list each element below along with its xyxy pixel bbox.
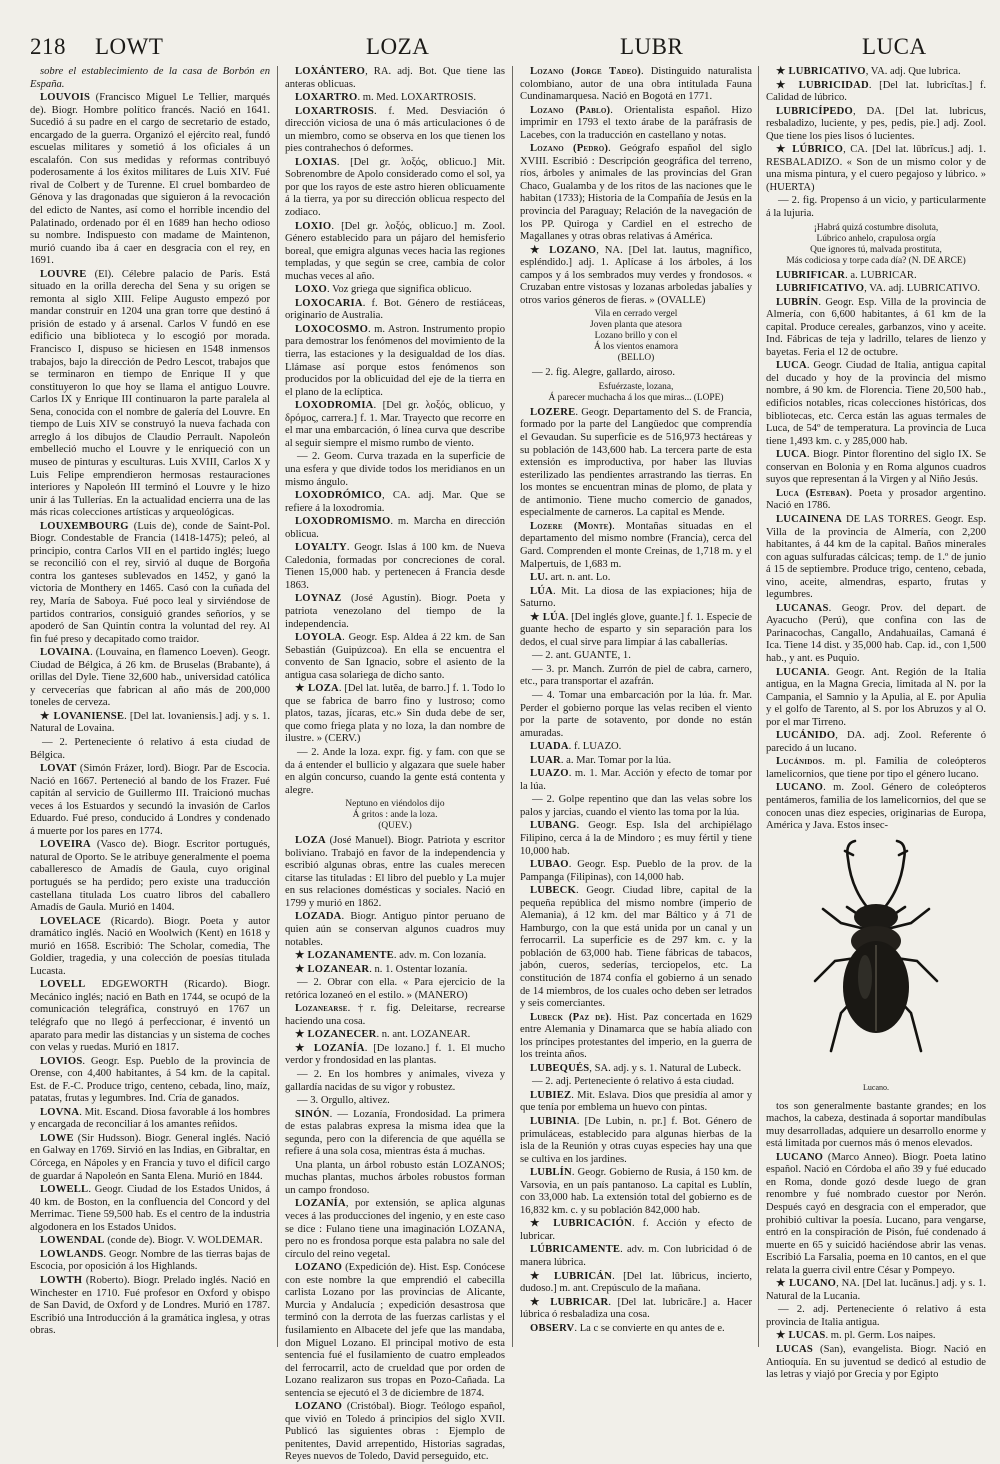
headword: LOWENDAL bbox=[40, 1235, 105, 1247]
dictionary-entry: LOXOCOSMO. m. Astron. Instrumento propio para demostrar los fenómenos del movimiento de la tierra, las estaciones y la desigualdad de los días. Llámase así porque estos fenómenos son producidos por la oblicuidad del eje de la tierra en el plano de la eclíptica. bbox=[285, 323, 505, 398]
dictionary-entry: LÚBRICAMENTE. adv. m. Con lubricidad ó de manera lúbrica. bbox=[520, 1244, 752, 1269]
dictionary-entry: — 2. adj. Perteneciente ó relativo á esta provincia de Italia antigua. bbox=[766, 1304, 986, 1328]
dictionary-entry: LUBECK. Geogr. Ciudad libre, capital de la pequeña república del mismo nombre (imperio de Alemania), á 12 km. del mar Báltico y á 71 de Hamburgo, con la que está unida por un canal y un ferrocarril. La superficie es de 297 km. c. y la población de 63,000 hab. Tiene fábricas de tabacos, jabón, cueros, sederías, terciopelos, etc. La constitución de 1874 confía el gobierno á un senado de 14 miembros, de los cuales ocho deben ser letrados y seis comerciantes. bbox=[520, 885, 752, 1010]
quoted-verse: Neptuno en viéndolos dijo Á gritos : ande la loza. (QUEV.) bbox=[345, 799, 445, 832]
headword: LOZANÍA bbox=[295, 1198, 346, 1210]
headword: LOUXEMBOURG bbox=[40, 520, 129, 532]
dictionary-entry: Una planta, un árbol robusto están LOZANOS; muchas plantas, muchos árboles robustos forman un campo frondoso. bbox=[285, 1159, 505, 1196]
dictionary-entry: — 2. Ande la loza. expr. fig. y fam. con que se da á entender el bullicio y algazara que suele haber en algún concurso, cuando la gente está contenta y alegre. bbox=[285, 746, 505, 796]
dictionary-entry: LOXO. Voz griega que significa oblicuo. bbox=[295, 284, 472, 296]
headword: LOXIO bbox=[295, 220, 332, 232]
dictionary-entry: LOZA (José Manuel). Biogr. Patriota y escritor boliviano. Trabajó en favor de la independencia y escribió algunas obras, entre las cuales merecen citarse las tituladas : El libro del pueblo y La mujer en sus relaciones domésticas y sociales. Nació en 1799 y murió en 1862. bbox=[285, 835, 505, 909]
dictionary-entry: ★ LUBRICÁN. [Del lat. lūbricus, incierto, dudoso.] m. ant. Crepúsculo de la mañana. bbox=[520, 1270, 752, 1295]
dictionary-entry: — 2. fig. Alegre, gallardo, airoso. bbox=[532, 367, 675, 379]
headword: LOXARTRO bbox=[295, 92, 358, 104]
dictionary-entry: LUBAO. Geogr. Esp. Pueblo de la prov. de la Pampanga (Filipinas), con 14,000 hab. bbox=[520, 859, 752, 883]
headword: ★ LUBRICACIÓN bbox=[530, 1218, 632, 1230]
headword: LOVAINA bbox=[40, 647, 91, 659]
headword: LUBRÍN bbox=[776, 296, 819, 308]
dictionary-entry: LOXODRÓMICO, CA. adj. Mar. Que se refiere á la loxodromia. bbox=[285, 490, 505, 514]
dictionary-entry: LUBRIFICAR. a. LUBRICAR. bbox=[776, 269, 917, 281]
dictionary-entry: LUCANAS. Geogr. Prov. del depart. de Ayacucho (Perú), que confina con las de Parinacochas, Cangallo, Andahuailas, Camaná é Ica. Tiene 14 dist. y 35,000 hab. Cap. id., con 1,500 hab., y ant. es Puquio. bbox=[766, 602, 986, 664]
headword: LOWLANDS bbox=[40, 1248, 104, 1260]
headword: ★ LOZA bbox=[295, 683, 339, 695]
headword: LOVELL bbox=[40, 979, 86, 991]
dictionary-entry: ★ LÚBRICO, CA. [Del lat. lūbrĭcus.] adj. 1. RESBALADIZO. « Son de un mismo color y de una misma pintura, y el cuero pegajoso y lúbrico. » (HUERTA) bbox=[766, 144, 986, 193]
guide-word-4: LUCA bbox=[862, 34, 927, 59]
dictionary-entry: LOYALTY. Geogr. Islas á 100 km. de Nueva Caledonia, formadas por concreciones de coral. Tienen 15,000 hab. y pertenecen á Francia desde 1863. bbox=[285, 542, 505, 591]
column-3 bbox=[520, 66, 752, 1347]
headword: LUBAO bbox=[530, 859, 569, 871]
headword: LUBRIFICATIVO bbox=[776, 283, 865, 295]
dictionary-entry: Lucánidos. m. pl. Familia de coleópteros lamelicornios, que tiene por tipo el género lucano. bbox=[766, 756, 986, 780]
dictionary-entry: LOXIO. [Del gr. λοξός, oblicuo.] m. Zool. Género establecido para un pájaro del hemisferio boreal, que emigra algunas veces hacia las regiones templadas, y que según se cree, cambia de color muchas veces al año. bbox=[285, 220, 505, 282]
headword: LOVEIRA bbox=[40, 839, 91, 851]
headword: LUBRIFICAR bbox=[776, 269, 846, 281]
headword: LOZADA bbox=[295, 911, 342, 923]
dictionary-entry: LOYNAZ (José Agustín). Biogr. Poeta y patriota venezolano del tiempo de la independencia. bbox=[285, 593, 505, 630]
dictionary-entry: LOVAINA. (Louvaina, en flamenco Loeven). Geogr. Ciudad de Bélgica, á 26 km. de Bruselas (Brabante), á orillas del Dyle. Tiene 32,600 hab., universidad católica y cervecerías que fabrican al año más de 200,000 toneles de cerveza. bbox=[30, 647, 270, 709]
dictionary-entry: LÚA. Mit. La diosa de las expiaciones; hija de Saturno. bbox=[520, 585, 752, 610]
dictionary-entry: — 2. ant. GUANTE, 1. bbox=[532, 650, 631, 662]
headword: LOYNAZ bbox=[295, 593, 342, 605]
illustration-caption: Lucano. bbox=[863, 1083, 889, 1093]
headword: LUCA bbox=[776, 449, 807, 461]
dictionary-entry: — 3. Orgullo, altivez. bbox=[297, 1095, 390, 1107]
quoted-verse: Esfuérzaste, lozana, Á parecer muchacha á los que miras... (LOPE) bbox=[548, 381, 724, 403]
column-rule-2 bbox=[512, 66, 513, 1347]
headword: LOUVRE bbox=[40, 268, 87, 280]
headword: Lucánidos bbox=[776, 756, 823, 768]
dictionary-entry: LOXOCARIA. f. Bot. Género de restiáceas, originario de Australia. bbox=[285, 297, 505, 322]
headword: LUBECK bbox=[530, 885, 576, 897]
dictionary-entry: Luca (Esteban). Poeta y prosador argentino. Nació en 1786. bbox=[766, 487, 986, 512]
stag-beetle-icon bbox=[801, 837, 951, 1069]
headword: LOZANO bbox=[295, 1262, 343, 1274]
dictionary-entry: LOZANÍA, por extensión, se aplica algunas veces á las producciones del ingenio, y en este caso se dice : Fulano tiene una imaginación LOZANA, pero no es frondosa porque esta palabra no sale del círculo del reino vegetal. bbox=[285, 1198, 505, 1260]
dictionary-entry: ★ LOZANECER. n. ant. LOZANEAR. bbox=[295, 1029, 471, 1041]
dictionary-entry: — 3. pr. Manch. Zurrón de piel de cabra, carnero, etc., para transportar el azafrán. bbox=[520, 663, 752, 688]
headword: LÚA bbox=[530, 585, 553, 597]
dictionary-entry: LOWENDAL (conde de). Biogr. V. WOLDEMAR. bbox=[40, 1235, 263, 1247]
dictionary-entry: LUCA. Biogr. Pintor florentino del siglo IX. Se conservan en Bolonia y en Roma algunos cuadros suyos que representan á la Virgen y al Niño Jesús. bbox=[766, 449, 986, 486]
dictionary-entry: ★ LUBRICAR. [Del lat. lubricāre.] a. Hacer lúbrica ó resbaladiza una cosa. bbox=[520, 1296, 753, 1321]
headword: ★ LOZANEAR bbox=[295, 963, 370, 975]
guide-word-2: LOZA bbox=[366, 34, 430, 59]
dictionary-entry: ★ LOZA. [Del lat. lutĕa, de barro.] f. 1. Todo lo que se fabrica de barro fino y lustroso; como platos, tazas, jícaras, etc.» Sin duda debe de ser, que como friega plata y no loza, la dan nombre de ilustre. » (CERV.) bbox=[285, 683, 505, 745]
headword: Lozano (Jorge Tadeo) bbox=[530, 66, 641, 77]
headword: LUBRICÍPEDO bbox=[776, 105, 853, 117]
headword: LOXIAS bbox=[295, 156, 337, 168]
dictionary-entry: — 2. Obrar con ella. « Para ejercicio de la retórica lozaneó en el estilo. » (MANERO) bbox=[285, 977, 505, 1001]
dictionary-entry: LUCAINENA DE LAS TORRES. Geogr. Esp. Villa de la provincia de Almería, con 2,200 habitantes, á 44 km de la capital. Baños minerales con aguas sulfuradas cálcicas; temp. de 1.º de junio á 15 de septiembre. Produce trigo, centeno, cebada, vino, aceite, almendras, esparto, frutas y legumbres. bbox=[766, 513, 986, 601]
headword: LOXÁNTERO bbox=[295, 66, 366, 77]
headword: ★ LOZANECER bbox=[295, 1029, 377, 1041]
headword: LÚBRICAMENTE bbox=[530, 1244, 621, 1256]
dictionary-entry: Lozano (Pablo). Orientalista español. Hizo imprimir en 1793 el texto árabe de la paráfrasis de Lacebes, con la traducción en castellano y notas. bbox=[520, 104, 752, 141]
dictionary-entry: LOXODROMISMO. m. Marcha en dirección oblicua. bbox=[285, 516, 505, 540]
dictionary-entry: — 2. fig. Propenso á un vicio, y particularmente á la lujuria. bbox=[766, 195, 986, 220]
headword: SINÓN bbox=[295, 1108, 330, 1120]
dictionary-entry: LOVEIRA (Vasco de). Biogr. Escritor portugués, natural de Oporto. Se le atribuye generalmente el poema caballeresco de Amadís de Gaula, cuyo original portugués se ha perdido; pero existe una traducción castellana titulada Los cuatro libros del caballero Amadís de Gaula. Murió en 1404. bbox=[30, 839, 270, 914]
dictionary-entry: ★ LOVANIENSE. [Del lat. lovaniensis.] adj. y s. 1. Natural de Lovaina. bbox=[30, 710, 270, 735]
dictionary-entry: LUCA. Geogr. Ciudad de Italia, antigua capital del ducado y hoy de la provincia del mismo nombre, á 90 km. de Florencia. Tiene 20,500 hab., edificios notables, ricas colecciones históricas, dos bibliotecas, etc. Cerca están las aguas termales de Luca, de 54º de temperatura. La provincia de Luca tiene 1,493 km. c. y 285,000 hab. bbox=[766, 360, 986, 447]
headword: ★ LOVANIENSE bbox=[40, 710, 125, 722]
dictionary-entry: LOYOLA. Geogr. Esp. Aldea á 22 km. de San Sebastián (Guipúzcoa). En ella se encuentra el convento de San Ignacio, sobre el asiento de la antigua casa solariega de dicho santo. bbox=[285, 632, 505, 681]
headword: ★ LUBRICAR bbox=[530, 1296, 609, 1308]
headword: LOXARTROSIS bbox=[295, 105, 374, 117]
headword: ★ LÚA bbox=[530, 611, 566, 623]
headword: LOVIOS bbox=[40, 1055, 83, 1067]
page-header bbox=[22, 34, 986, 62]
headword: LOWE bbox=[40, 1132, 74, 1144]
headword: ★ LUBRICATIVO bbox=[776, 66, 866, 77]
dictionary-entry: Lubeck (Paz de). Hist. Paz concertada en 1629 entre Alemania y Dinamarca que se había aliado con los príncipes protestantes del imperio, en la guerra de los treinta años. bbox=[520, 1011, 752, 1061]
dictionary-entry: SINÓN. — Lozanía, Frondosidad. La primera de estas palabras expresa la misma idea que la segunda, pero con la diferencia de que aquélla se refiere á una sola cosa, mientras ésta á muchas. bbox=[285, 1108, 505, 1158]
quoted-verse: ¡Habrá quizá costumbre disoluta, Lúbrico anhelo, crapulosa orgía Que ignores tú, malvada prostituta, Más codiciosa y torpe cada día? (N. DE ARCE) bbox=[786, 222, 966, 266]
column-1 bbox=[30, 66, 270, 1347]
dictionary-entry: LOVIOS. Geogr. Esp. Pueblo de la provincia de Orense, con 4,400 habitantes, á 54 km. de la capital. Est. de F.-C. Produce trigo, centeno, cebada, lino, maíz, patatas, frutas y legumbres. Ind. Cría de ganados. bbox=[30, 1055, 270, 1105]
dictionary-entry: LOVNA. Mit. Escand. Diosa favorable á los hombres y encargada de reconciliar á los amantes reñidos. bbox=[30, 1106, 270, 1131]
headword: LOYALTY bbox=[295, 542, 347, 554]
headword: LUBLÍN bbox=[530, 1167, 572, 1179]
dictionary-entry: LUCANO. m. Zool. Género de coleópteros pentámeros, familia de los lamelicornios, del que se conocen unas diez especies, originarias de Europa, América y Java. Estos insec- bbox=[766, 782, 986, 832]
headword: Lozere (Monte) bbox=[530, 520, 613, 532]
headword: LUADA bbox=[530, 741, 569, 753]
dictionary-entry: LUCANO (Marco Anneo). Biogr. Poeta latino español. Nació en Córdoba el año 39 y fué educado en Roma, donde gozó desde luego de gran renombre y fué nombrado cuestor por Nerón. Después cayó en desgracia con el emperador, que prohibió cultivar la poesía. Lucano, para vengarse, entró en la conspiración de Pisón, fué condenado á muerte en 65 y suicidó haciéndose abrir las venas. Escribió La Farsalia, poema en 10 cantos, en el que relata la guerra civil entre César y Pompeyo. bbox=[766, 1151, 986, 1276]
dictionary-entry: LOXARTRO. m. Med. LOXARTROSIS. bbox=[295, 92, 477, 104]
headword: LOVELACE bbox=[40, 915, 102, 927]
dictionary-entry: LUCANIA. Geogr. Ant. Región de la Italia antigua, en la Magna Grecia, limitada al N. por la Campania, el Samnio y la Apulia, al E. por Apulia y el golfo de Tarento, al S. por los Abruzos y al O. por el mar Tirreno. bbox=[766, 666, 986, 728]
dictionary-entry: — 2. Golpe repentino que dan las velas sobre los palos y jarcias, cuando el viento las toma por la lúa. bbox=[520, 794, 752, 818]
dictionary-entry: LOUVOIS (Francisco Miguel Le Tellier, marqués de). Biogr. Hombre político francés. Nació en 1641. Sucedió á su padre en el cargo de secretario de estado, encargado de la guerra. Organizó el ejército real, fundó escuelas militares y sometió á los oficiales á un escalafón. Con sus medidas y reformas contribuyó poderosamente á los éxitos militares de Luis XIV. Fué rival de Colbert y de Turenne. El cruel bombardeo de Génova y las dragonadas que siguieron á la revocación del edicto de Nantes, así como el horrible incendio del Palatinado, ordenado por él en 1689 han hecho odioso su nombre. Indispuesto con madame de Maintenon, murió cuando iba á caer en desgracia con el rey, en 1691. bbox=[30, 92, 270, 267]
guide-word-1: LOWT bbox=[95, 34, 164, 59]
dictionary-entry: OBSERV. La c se convierte en qu antes de e. bbox=[530, 1322, 725, 1334]
dictionary-entry: tos son generalmente bastante grandes; en los machos, la cabeza, destinada á soportar mandíbulas muy desarrolladas, adquiere un desarrollo enorme y está limitada por cuernos más ó menos elevados. bbox=[766, 1100, 986, 1150]
dictionary-entry: LUAR. a. Mar. Tomar por la lúa. bbox=[530, 754, 672, 766]
headword: LUAZO bbox=[530, 768, 569, 780]
dictionary-entry: Lozere (Monte). Montañas situadas en el departamento del mismo nombre (Francia), cerca del Gard. Comprenden el monte Creinas, de 1,718 m. y el Malpertuis, de 1,683 m. bbox=[520, 520, 752, 570]
headword: LOXOCOSMO bbox=[295, 323, 369, 335]
headword: ★ LOZANAMENTE bbox=[295, 950, 394, 962]
dictionary-entry: LOVELACE (Ricardo). Biogr. Poeta y autor dramático inglés. Nació en Woolwich (Kent) en 1618 y murió en 1658. Escribió: The Scholar, comedia, The Goldier, tragedia, y una colección de poesías titulada Lucasta. bbox=[30, 915, 270, 977]
headword: LUCANO bbox=[776, 1151, 824, 1163]
headword: ★ LUCAS bbox=[776, 1330, 826, 1342]
dictionary-entry: LOUVRE (El). Célebre palacio de París. Está situado en la orilla derecha del Sena y su origen se remonta al siglo XIII. Felipe Augusto empezó por mandar construir en 1204 una gran torre que destinó á prisión de estado y á arsenal. Carlos V fundó en ese edificio una biblioteca y lo escogió por morada. Francisco I, dispuso se hiciesen en 1548 inmensos trabajos, bajo la dirección de Pedro Lescot, trabajos que se terminaron en tiempo de Enrique II y que constituyeron lo que hoy se llama el antiguo Louvre. Carlos IX y Enrique III continuaron la parte paralela al Sena, conocida con el nombre de galería del Louvre. En tiempo de Luis XIV se construyó la nueva fachada con arreglo á los dibujos de Claudio Perrault. Napoleón embelleció mucho el Louvre y le enriqueció con un museo de pinturas y esculturas. Luis XVIII, Carlos X y Luis Felipe emprendieron hermosas restauraciones interiores y Napoleón III terminó el Louvre y le hizo unir á las Tullerías. En la actualidad encierra una de las más ricas colecciones artísticas y arqueológicas. bbox=[30, 268, 270, 519]
headword: LOZA bbox=[295, 835, 326, 847]
headword: ★ LÚBRICO bbox=[776, 144, 844, 156]
dictionary-entry: LOUXEMBOURG (Luis de), conde de Saint-Pol. Biogr. Condestable de Francia (1418-1475); peleó, al principio, contra Carlos VII en el partido inglés; luego se reconcilió con el rey, sirvió al duque de Borgoña contra los ganteses sublevados en 1452, y ganó la victoria de Monthery en 1465. Casó con la cuñada del rey, María de Saboya. Fué poco leal y sirviéndose de partidos contrarios, consiguió grandes señoríos, y se apoderó de San Quintín contra la voluntad del rey. Al fin fué preso y decapitado como traidor. bbox=[30, 520, 270, 645]
headword: OBSERV bbox=[530, 1322, 575, 1334]
dictionary-entry: sobre el establecimiento de la casa de Borbón en España. bbox=[30, 66, 270, 90]
headword: Lubeck (Paz de) bbox=[530, 1011, 610, 1023]
headword: LUCAS bbox=[776, 1344, 813, 1356]
dictionary-entry: — 2. En los hombres y animales, viveza y gallardía nacidas de su vigor y robustez. bbox=[285, 1069, 505, 1093]
dictionary-entry: LOWE (Sir Hudsson). Biogr. General inglés. Nació en Galway en 1769. Sirvió en las Indias, en Gibraltar, en Córcega, en Nápoles y en Francia y tuvo el difícil cargo de guardar á Napoleón en Santa Elena. Murió en 1844. bbox=[30, 1132, 270, 1182]
headword: LUAR bbox=[530, 754, 561, 766]
column-2 bbox=[285, 66, 505, 1463]
headword: Luca (Esteban) bbox=[776, 487, 850, 499]
page-number: 218 bbox=[30, 34, 66, 59]
dictionary-entry: ★ LUCAS. m. pl. Germ. Los naipes. bbox=[776, 1330, 936, 1342]
headword: LOXO bbox=[295, 284, 327, 296]
headword: LUCA bbox=[776, 360, 807, 372]
headword: ★ LUCANO bbox=[776, 1278, 837, 1290]
dictionary-entry: LOXODROMIA. [Del gr. λοξός, oblicuo, y δρόμος, carrera.] f. 1. Mar. Trayecto que recorre en el mar una embarcación, ó línea curva que describe al seguir siempre el mismo rumbo de viento. bbox=[285, 400, 505, 449]
headword: LUCAINENA bbox=[776, 513, 842, 525]
headword: ★ LUBRICÁN bbox=[530, 1270, 613, 1282]
dictionary-entry: LUBIEZ. Mit. Eslava. Dios que presidía al amor y que tenía por emblema un huevo con pintas. bbox=[520, 1089, 752, 1114]
headword: LUCANO bbox=[776, 782, 824, 794]
headword: LUCANAS bbox=[776, 602, 829, 614]
dictionary-entry: Lozanearse.†r. fig. Deleitarse, recrearse haciendo una cosa. bbox=[285, 1003, 505, 1027]
headword: LOYOLA bbox=[295, 632, 343, 644]
headword: LOVNA bbox=[40, 1106, 80, 1118]
dictionary-entry: LOXIAS. [Del gr. λοξός, oblicuo.] Mit. Sobrenombre de Apolo considerado como el sol, ya por que los rayos de este astro hieren oblicuamente á la tierra, ya por su dirección oblicua respecto del zodiaco. bbox=[285, 156, 505, 219]
dictionary-entry: LOVAT (Simón Frázer, lord). Biogr. Par de Escocia. Nació en 1667. Perteneció al bando de los Frazer. Fué capitán al servicio de Guillermo III. Traicionó muchas veces á los Estuardos y secundó la invasión de Carlos Eduardo. Fué preso, conducido á Londres y condenado á muerte por los pares en 1774. bbox=[30, 763, 270, 837]
dictionary-entry: LUADA. f. LUAZO. bbox=[530, 741, 622, 753]
column-rule-3 bbox=[758, 66, 759, 1347]
dictionary-entry: LUBANG. Geogr. Esp. Isla del archipiélago Filipino, cerca á la de Mindoro ; es muy fértil y tiene 10,000 hab. bbox=[520, 820, 752, 857]
dictionary-entry: LOXÁNTERO, RA. adj. Bot. Que tiene las anteras oblicuas. bbox=[285, 66, 505, 90]
dictionary-entry: ★ LOZANAMENTE. adv. m. Con lozanía. bbox=[295, 950, 487, 962]
dictionary-entry: ★ LOZANEAR. n. 1. Ostentar lozanía. bbox=[295, 963, 468, 975]
guide-word-3: LUBR bbox=[620, 34, 684, 59]
dictionary-entry: ★ LUCANO, NA. [Del lat. lucānus.] adj. y s. 1. Natural de la Lucania. bbox=[766, 1278, 986, 1302]
dictionary-entry: LUCAS (San), evangelista. Biogr. Nació en Antioquía. En su juventud se dedicó al estudio de las letras y viajó por Grecia y por Egipto bbox=[766, 1344, 986, 1381]
headword: LOWTH bbox=[40, 1274, 83, 1286]
dictionary-entry: LOWTH (Roberto). Biogr. Prelado inglés. Nació en Winchester en 1710. Fué profesor en Oxford y obispo de San David, de Oxford y de Londres. Murió en 1787. Escribió una Introducción á la gramática inglesa, y otras obras. bbox=[30, 1274, 270, 1337]
headword: LUBIEZ bbox=[530, 1089, 572, 1101]
dictionary-entry: — 2. Geom. Curva trazada en la superficie de una esfera y que divide todos los meridianos en un mismo ángulo. bbox=[285, 451, 505, 488]
headword: LOZANO bbox=[295, 1401, 343, 1413]
headword: LU. bbox=[530, 572, 548, 584]
dictionary-entry: ★ LUBRICATIVO, VA. adj. Que lubrica. bbox=[776, 66, 961, 77]
dictionary-entry: LOZANO (Expedición de). Hist. Esp. Conócese con este nombre la que emprendió el cabecilla carlista Lozano por las provincias de Alicante, Murcia y Andalucía ; expedición desastrosa que terminó con la derrota de las fuerzas carlistas y el fusilamiento en Albacete del jefe que las mandaba, don Miguel Lozano. El principal motivo de esta sentencia fué el fusilamiento de cuatro empleados del ferrocarril, acto de crueldad que por orden de Lozano realizaron sus tropas en Pozo-Cañada. La sentencia se ejecutó el 3 de diciembre de 1874. bbox=[285, 1262, 505, 1399]
headword: LUCÁNIDO bbox=[776, 730, 836, 742]
dictionary-entry: LOVELL EDGEWORTH (Ricardo). Biogr. Mecánico inglés; nació en Bath en 1744, se ocupó de la comunicación telegráfica, construyó en 1767 un telégrafo que no llegó á perfeccionar, é inventó un aparato para medir las distancias y un sistema de coches con velas y ruedas. Murió en 1817. bbox=[30, 979, 270, 1054]
dictionary-entry: ★ LOZANÍA. [De lozano.] f. 1. El mucho verdor y frondosidad en las plantas. bbox=[285, 1042, 505, 1067]
dictionary-entry: ★ LUBRICIDAD. [Del lat. lubricĭtas.] f. Calidad de lúbrico. bbox=[766, 79, 986, 104]
quoted-verse: Vila en cerrado vergel Joven planta que atesora Lozano brillo y con el Á los vientos enamora (BELLO) bbox=[590, 309, 682, 364]
dictionary-entry: LUBLÍN. Geogr. Gobierno de Rusia, á 150 km. de Varsovia, en un país pantanoso. La capital es Lublín, con 33,000 hab. La extensión total del gobierno es de 16,832 km. c. y su población 842,000 hab. bbox=[520, 1167, 752, 1216]
headword: Lozano (Pablo) bbox=[530, 104, 611, 116]
dictionary-entry: LOZANO (Cristóbal). Biogr. Teólogo español, que vivió en Toledo á principios del siglo XVII. Publicó las siguientes obras : Ejemplo de penitentes, David arrepentido, Historias sagradas, Reyes nuevos de Toledo, David perseguido, etc. bbox=[285, 1401, 505, 1463]
headword: LOXOCARIA bbox=[295, 297, 363, 309]
dictionary-entry: — 2. adj. Perteneciente ó relativo á esta ciudad. bbox=[532, 1076, 735, 1088]
dictionary-entry: Lozano (Jorge Tadeo). Distinguido naturalista colombiano, autor de una obra intitulada Fauna Cundinamarquesa. Nació en Bogotá en 1771. bbox=[520, 66, 752, 103]
column-4 bbox=[766, 66, 986, 1381]
dictionary-entry: Lozano (Pedro). Geógrafo español del siglo XVIII. Escribió : Descripción geográfica del terreno, ríos, árboles y animales de las provincias del Gran Chaco, Gualamba y de los ritos de las naciones que le habitan (1733); Historia de la Compañía de Jesús en la provincia del Paraguay; Relación de la navegación de los PP. Quiroga y Cardiel en el estrecho de Magallanes y otras obras relativas á América. bbox=[520, 143, 752, 243]
dictionary-entry: LOWLANDS. Geogr. Nombre de las tierras bajas de Escocia, por oposición á los Highlands. bbox=[30, 1248, 270, 1273]
stag-beetle-illustration bbox=[766, 837, 986, 1099]
headword: LUBINIA bbox=[530, 1116, 577, 1128]
dictionary-entry: LUCÁNIDO, DA. adj. Zool. Referente ó parecido á un lucano. bbox=[766, 730, 986, 754]
dictionary-entry: — 4. Tomar una embarcación por la lúa. fr. Mar. Perder el gobierno porque las velas reciben el viento por la parte de sotavento, por donde no están amuradas. bbox=[520, 689, 752, 739]
dictionary-entry: ★ LÚA. [Del inglés glove, guante.] f. 1. Especie de guante hecho de esparto y sin separación para los dedos, el cual sirve para limpiar á las caballerías. bbox=[520, 611, 752, 648]
dictionary-entry: LOZERE. Geogr. Departamento del S. de Francia, formado por la parte del Langüedoc que comprendía el Gevaudan. Su superficie es de 516,973 hectáreas y su población de 143,600 hab. La tercera parte de esta extensión es improductiva, por haber las lluvias esterilizado las pendientes arrastrando las tierras. En los montes se encuentran minas de plomo, de plata y de antimonio. Tiene mucho comercio de ganados, especialmente de carneros. La capital es Mende. bbox=[520, 406, 752, 519]
headword: LUBANG bbox=[530, 820, 577, 832]
dictionary-entry: LUBRIFICATIVO, VA. adj. LUBRICATIVO. bbox=[776, 283, 980, 295]
headword: LOXODRÓMICO bbox=[295, 490, 382, 502]
headword: Lozanearse bbox=[295, 1003, 348, 1015]
dictionary-entry: LOXARTROSIS. f. Med. Desviación ó dirección viciosa de una ó más articulaciones ó de un miembro, como se observa en los que tienen los pies contrahechos ó deformes. bbox=[285, 105, 505, 155]
headword: LOVAT bbox=[40, 763, 77, 775]
headword: LOUVOIS bbox=[40, 92, 91, 104]
dictionary-entry: LUAZO. m. 1. Mar. Acción y efecto de tomar por la lúa. bbox=[520, 768, 752, 792]
column-rule-1 bbox=[277, 66, 278, 1347]
dictionary-entry: LUBRICÍPEDO, DA. [Del lat. lubricus, resbaladizo, luciente, y pes, pedis, pie.] adj. Zool. Que tiene los pies lisos ó lucientes. bbox=[766, 105, 986, 142]
headword: LOXODROMISMO bbox=[295, 516, 391, 528]
dictionary-entry: LU. art. n. ant. Lo. bbox=[530, 572, 611, 584]
dictionary-entry: LOZADA. Biogr. Antiguo pintor peruano de quien aún se conservan algunos cuadros muy notables. bbox=[285, 911, 505, 948]
dictionary-entry: ★ LOZANO, NA. [Del lat. lautus, magnífico, espléndido.] adj. 1. Aplícase á los árboles, á los campos y á los sembrados muy verdes y frondosos. « Cruzaban entre vistosas y lozanas arboledas jabalíes y otros varios géneros de fieras. » (OVALLE) bbox=[520, 244, 752, 306]
dictionary-entry: LOWELL. Geogr. Ciudad de los Estados Unidos, á 40 km. de Boston, en la confluencia del Concord y del Merrimac. Tiene 59,500 hab. Es el centro de la industria algodonera en los Estados Unidos. bbox=[30, 1184, 270, 1233]
headword: ★ LOZANO bbox=[530, 244, 597, 256]
headword: LOWELL bbox=[40, 1184, 89, 1196]
headword: Lozano (Pedro) bbox=[530, 143, 609, 155]
headword: ★ LOZANÍA bbox=[295, 1042, 365, 1054]
headword: LOZERE bbox=[530, 406, 576, 418]
headword: LUCANIA bbox=[776, 666, 827, 678]
dictionary-entry: — 2. Perteneciente ó relativo á esta ciudad de Bélgica. bbox=[30, 736, 270, 761]
headword: ★ LUBRICIDAD bbox=[776, 79, 869, 91]
headword: LUBEQUÉS bbox=[530, 1062, 590, 1074]
headword: LOXODROMIA bbox=[295, 400, 374, 412]
dictionary-entry: LUBINIA. [De Lubin, n. pr.] f. Bot. Género de primuláceas, establecido para algunas hierbas de la isla de la Reunión y otras cuyas especies hay una que se cultiva en los jardines. bbox=[520, 1116, 752, 1165]
dictionary-entry: LUBEQUÉS, SA. adj. y s. 1. Natural de Lubeck. bbox=[530, 1062, 742, 1074]
dictionary-entry: LUBRÍN. Geogr. Esp. Villa de la provincia de Almería, con 6,600 habitantes, á 61 km de la capital. Produce cereales, garbanzos, vino y aceite. Ind. Fábricas de teja y ladrillo, telares de lienzo y bayetas. Feria el 12 de octubre. bbox=[766, 296, 986, 358]
dictionary-entry: ★ LUBRICACIÓN. f. Acción y efecto de lubricar. bbox=[520, 1218, 752, 1242]
